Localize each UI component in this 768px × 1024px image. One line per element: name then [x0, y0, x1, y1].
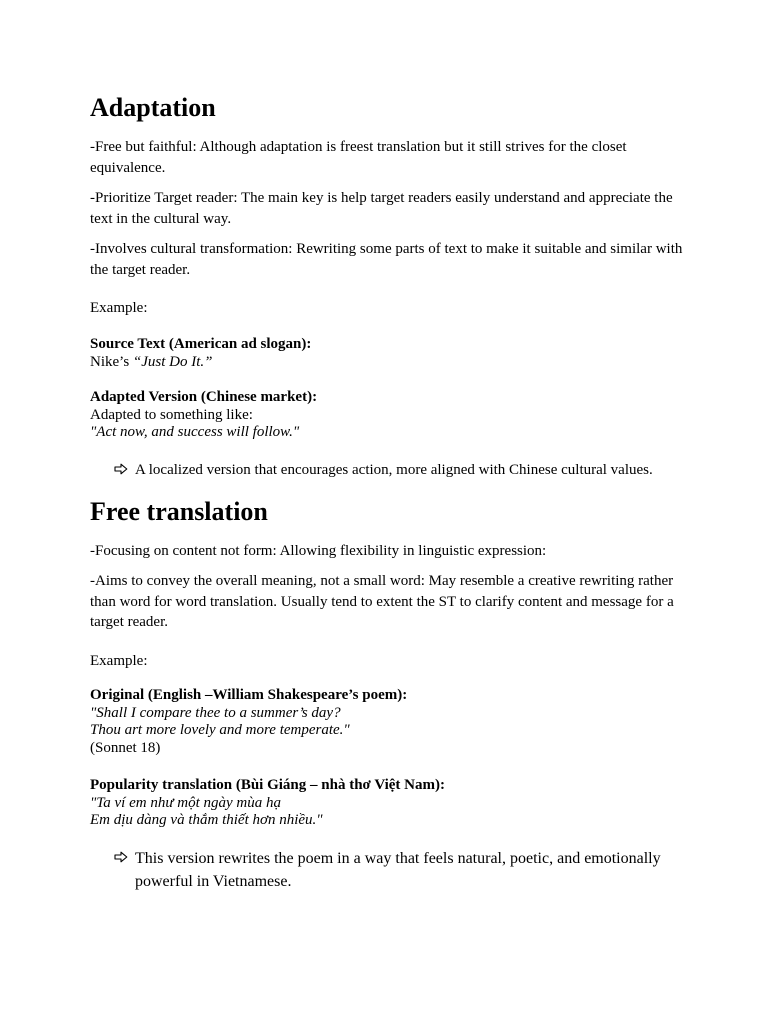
adaptation-note: A localized version that encourages action, more aligned with Chinese cultural values.: [135, 462, 653, 478]
adapted-intro: Adapted to something like:: [90, 406, 253, 423]
translation-label: Popularity translation (Bùi Giáng – nhà thơ Việt Nam):: [90, 777, 445, 793]
original-line-1: "Shall I compare thee to a summer’s day?: [90, 704, 341, 721]
source-text-line: [90, 354, 690, 372]
adapted-text: "Act now, and success will follow.": [90, 424, 300, 441]
translation-line-1: "Ta ví em như một ngày mùa hạ: [90, 794, 282, 811]
original-line-2: Thou art more lovely and more temperate.": [90, 722, 350, 739]
translation-line-2: Em dịu dàng và thắm thiết hơn nhiều.": [90, 812, 323, 829]
original-poem-block: [90, 687, 690, 757]
right-arrow-outline-icon: [114, 851, 135, 865]
adaptation-point-2: -Prioritize Target reader: The main key is help target readers easily understand and appreciate the text in the cultural way.: [90, 190, 673, 227]
free-example-label: Example:: [90, 653, 148, 669]
source-text-label: Source Text (American ad slogan):: [90, 336, 312, 352]
free-note: This version rewrites the poem in a way that feels natural, poetic, and emotionally powerful in Vietnamese.: [135, 850, 661, 890]
translation-poem-block: [90, 777, 690, 830]
source-slogan: “Just Do It.”: [132, 353, 213, 370]
adaptation-example-label: Example:: [90, 300, 148, 316]
heading-free-translation: Free translation: [90, 497, 268, 526]
adapted-version-label: Adapted Version (Chinese market):: [90, 389, 318, 405]
free-point-2: -Aims to convey the overall meaning, not a small word: May resemble a creative rewriting rather than word for word translation. Usually tend to extent the ST to clarify content and message for a target reader.: [90, 573, 674, 630]
adaptation-source-block: [90, 336, 690, 371]
adaptation-adapted-block: [90, 389, 690, 442]
adaptation-note-item: [114, 460, 694, 480]
heading-adaptation: Adaptation: [90, 93, 216, 122]
right-arrow-outline-icon: [114, 463, 135, 477]
adaptation-point-1: -Free but faithful: Although adaptation is freest translation but it still strives for the closet equivalence.: [90, 139, 627, 176]
free-point-1: -Focusing on content not form: Allowing flexibility in linguistic expression:: [90, 543, 547, 559]
original-source: (Sonnet 18): [90, 739, 161, 756]
original-label: Original (English –William Shakespeare’s poem):: [90, 687, 408, 703]
free-note-item: [114, 847, 694, 893]
source-prefix: Nike’s: [90, 353, 133, 370]
adaptation-point-3: -Involves cultural transformation: Rewriting some parts of text to make it suitable and similar with the target reader.: [90, 241, 683, 278]
